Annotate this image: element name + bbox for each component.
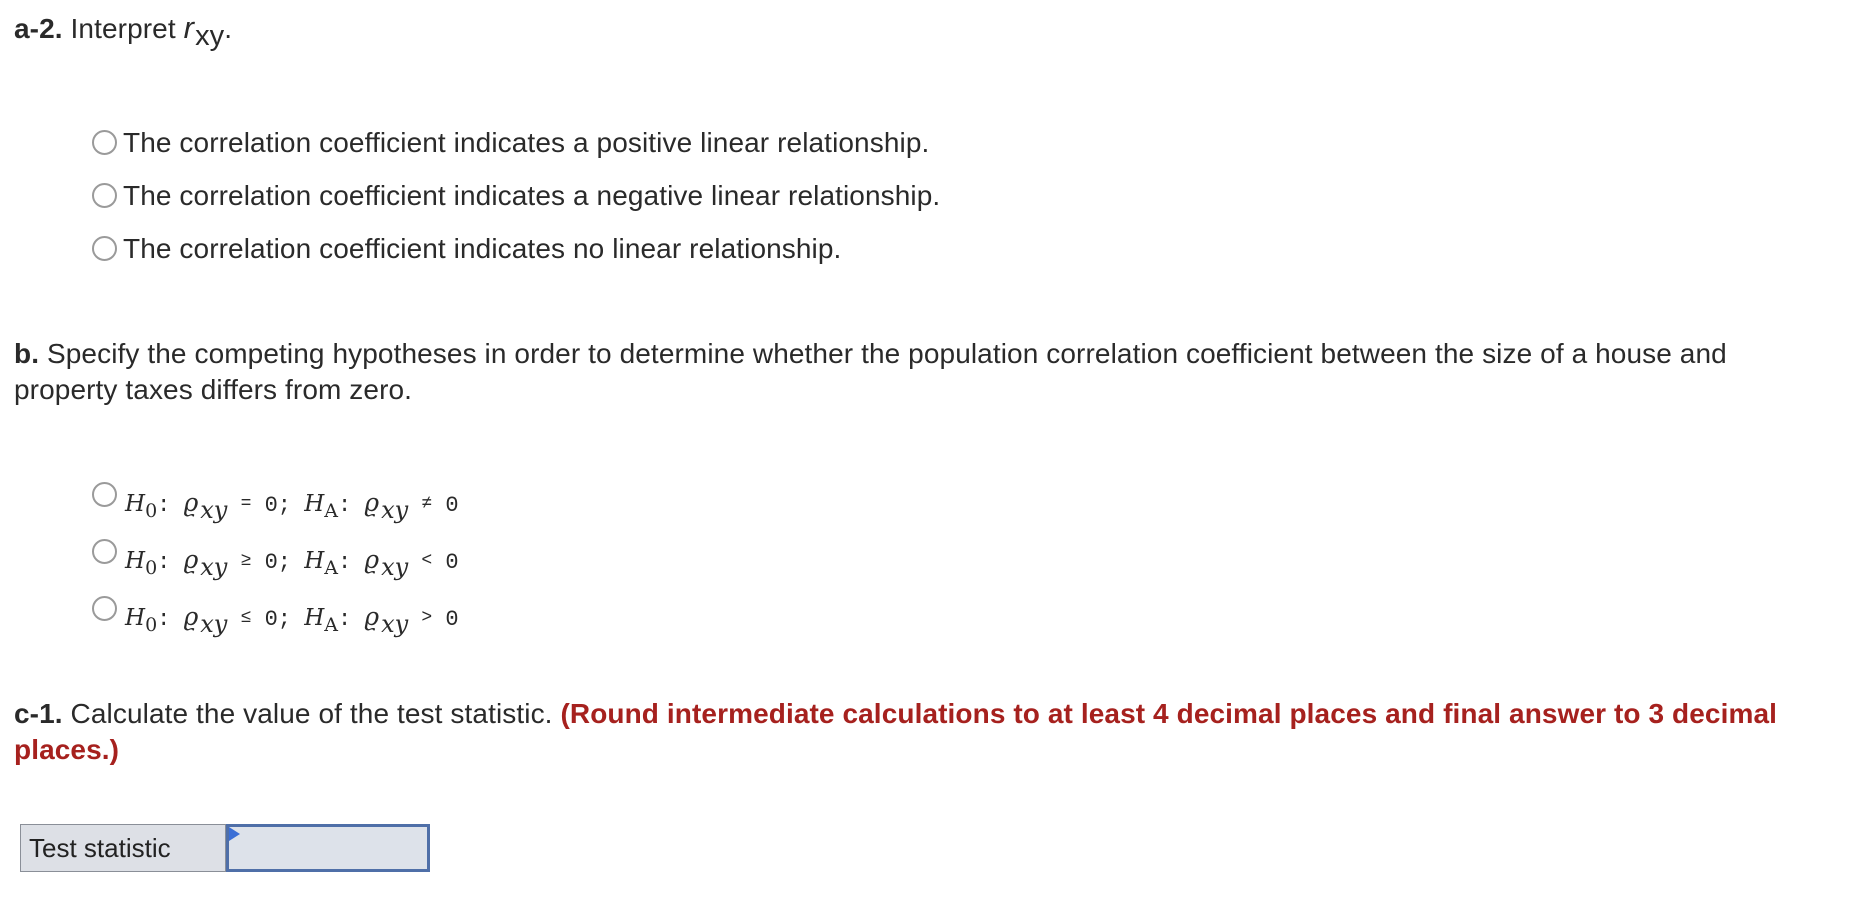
question-a2-label: a-2. [14,13,63,44]
answer-table [20,824,430,872]
question-b-text: Specify the competing hypotheses in order to determine whether the population correlation coefficient between the size of a house and property taxes differs from zero. [14,338,1727,405]
radio-button[interactable] [92,482,117,507]
test-statistic-input[interactable] [229,827,427,869]
radio-button[interactable] [92,539,117,564]
active-cell-flag-icon [229,827,240,841]
hypothesis-text: H0: ϱxy = 0; HA: ϱxy ≠ 0 [125,488,459,524]
rounding-instruction: (Round intermediate calculations to at least 4 decimal places and final answer to 3 decimal places.) [14,698,1778,765]
question-a2-title: a-2. Interpret rxy. [14,10,233,52]
option-negative[interactable] [92,169,940,222]
option-none[interactable] [92,222,940,275]
option-label: The correlation coefficient indicates no linear relationship. [123,232,842,264]
question-c1-text: Calculate the value of the test statistic. [70,698,553,729]
hypothesis-option-right-tailed[interactable] [92,594,459,651]
test-statistic-label: Test statistic [20,824,226,872]
hypothesis-option-two-tailed[interactable] [92,480,459,537]
rxy-variable: rxy [183,10,225,52]
question-b-title [14,336,1834,408]
hypothesis-text: H0: ϱxy ≥ 0; HA: ϱxy < 0 [125,545,459,581]
question-b-label: b. [14,338,40,369]
question-c1-label: c-1. [14,698,63,729]
option-label: The correlation coefficient indicates a negative linear relationship. [123,179,941,211]
radio-button[interactable] [92,183,117,208]
hypothesis-text: H0: ϱxy ≤ 0; HA: ϱxy > 0 [125,602,459,638]
radio-button[interactable] [92,236,117,261]
question-a2-text: Interpret [70,13,176,44]
question-b-options [92,480,459,651]
radio-button[interactable] [92,130,117,155]
question-c1-title [14,696,1834,768]
hypothesis-option-left-tailed[interactable] [92,537,459,594]
radio-button[interactable] [92,596,117,621]
question-a2-options [92,116,940,275]
test-statistic-input-cell[interactable] [226,824,430,872]
option-label: The correlation coefficient indicates a positive linear relationship. [123,126,930,158]
option-positive[interactable] [92,116,940,169]
